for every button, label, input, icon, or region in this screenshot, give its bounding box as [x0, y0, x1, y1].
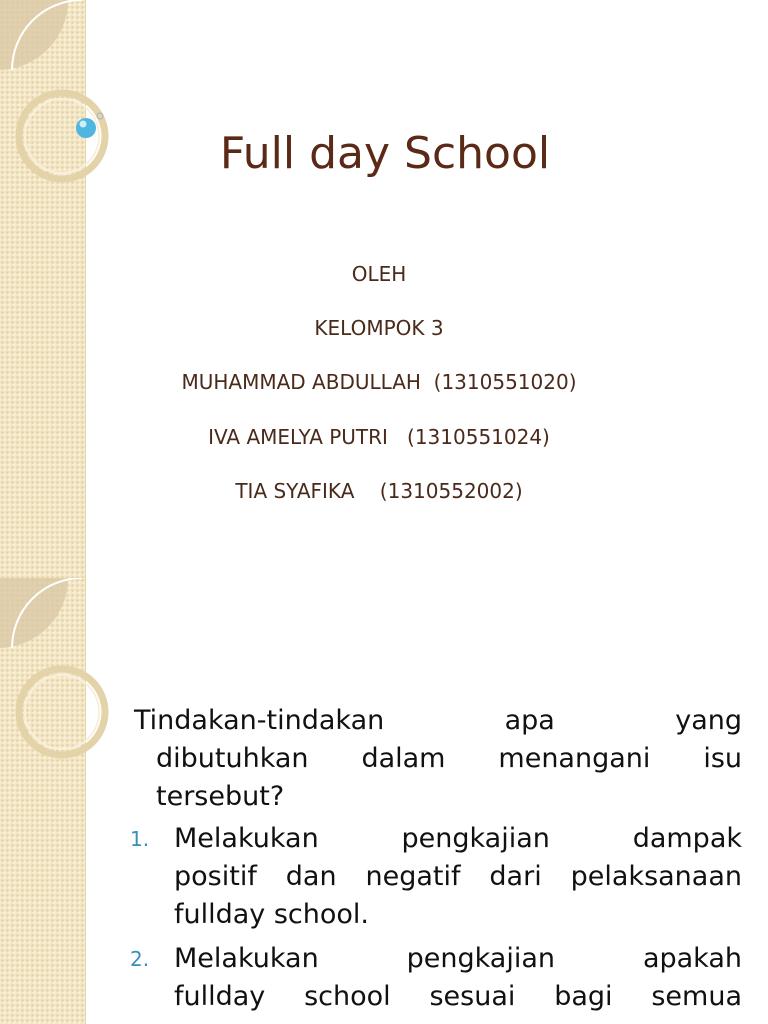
- list-item-line: fullday school.: [174, 899, 370, 930]
- list-item: [130, 940, 742, 1016]
- list-item-line: Melakukan pengkajian dampak: [174, 823, 742, 854]
- list-item: [130, 820, 742, 934]
- question-line: dibutuhkan dalam menangani isu: [156, 743, 742, 774]
- question-paragraph: [134, 702, 742, 816]
- subtitle-member-1: MUHAMMAD ABDULLAH (1310551020): [181, 370, 577, 394]
- decorative-circles-graphic: [0, 0, 110, 578]
- question-line: Tindakan-tindakan apa yang: [134, 705, 742, 736]
- subtitle-member-2: IVA AMELYA PUTRI (1310551024): [208, 425, 550, 449]
- subtitle-group: KELOMPOK 3: [314, 316, 444, 340]
- decorative-circles-graphic: [0, 578, 110, 1024]
- blue-dot-icon: [76, 118, 96, 138]
- slide-body: [130, 702, 742, 1016]
- slide-content: [0, 578, 768, 1024]
- slide-title-text: Full day School: [219, 128, 551, 179]
- subtitle-oleh: OLEH: [351, 262, 407, 286]
- question-line: tersebut?: [156, 781, 285, 812]
- subtitle-member-3: TIA SYAFIKA (1310552002): [235, 479, 523, 503]
- list-item-line: positif dan negatif dari pelaksanaan: [174, 861, 742, 892]
- list-number: 1.: [130, 827, 150, 851]
- list-number: 2.: [130, 947, 150, 971]
- list-item-line: Melakukan pengkajian apakah: [174, 943, 742, 974]
- list-item-line: fullday school sesuai bagi semua: [174, 981, 742, 1012]
